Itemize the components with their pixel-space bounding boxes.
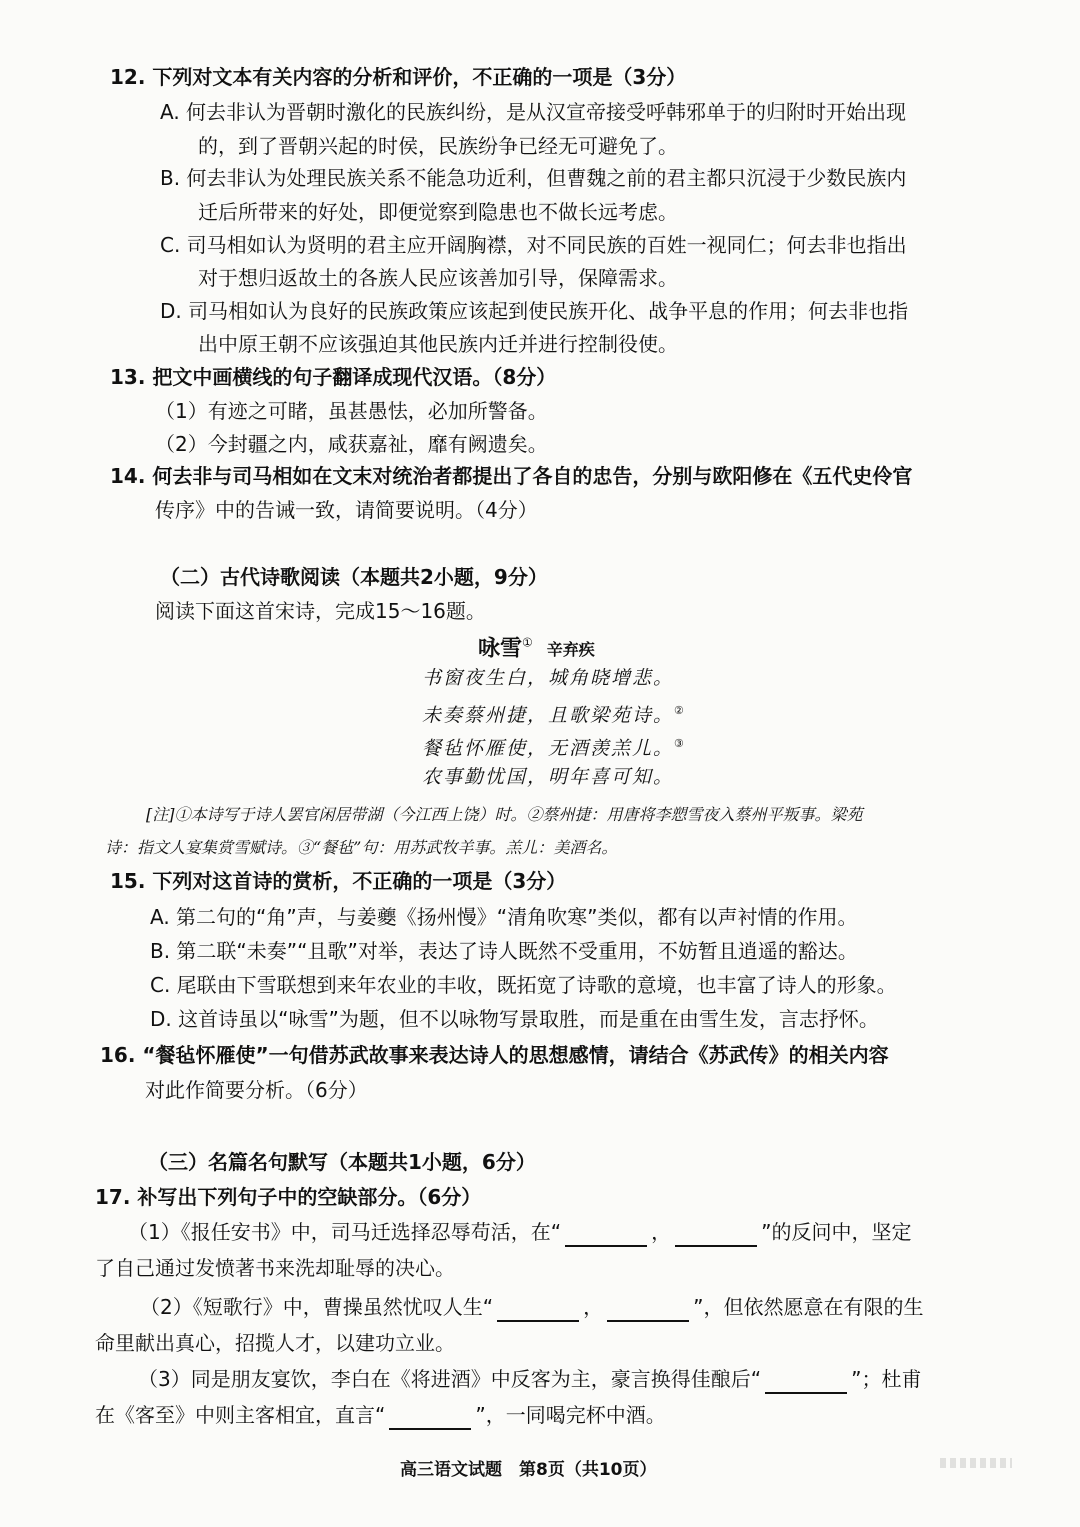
q12-option-b: B. 何去非认为处理民族关系不能急功近利，但曹魏之前的君主都只沉浸于少数民族内 <box>160 166 907 190</box>
q13-stem: 13. 把文中画横线的句子翻译成现代汉语。（8分） <box>110 365 557 389</box>
q12-stem: 12. 下列对文本有关内容的分析和评价，不正确的一项是（3分） <box>110 65 687 89</box>
q17-item-1-cont: 了自己通过发愤著书来洗却耻辱的决心。 <box>95 1256 455 1280</box>
poem-heading <box>478 628 595 665</box>
poem-line-3 <box>422 729 686 763</box>
q13-sentence-1: （1）有迹之可睹，虽甚愚怯，必加所警备。 <box>155 399 548 423</box>
q12-option-a-cont: 的，到了晋朝兴起的时侯，民族纷争已经无可避免了。 <box>198 134 678 158</box>
page-footer: 高三语文试题 第8页（共10页） <box>400 1460 657 1480</box>
q17-item-1: （1）《报任安书》中，司马迁选择忍辱苟活，在“ ， ”的反问中，坚定 <box>128 1217 911 1247</box>
poem-line-3-note-mark: ③ <box>674 737 686 750</box>
answer-blank-1a[interactable] <box>565 1227 647 1247</box>
q12-option-c: C. 司马相如认为贤明的君主应开阔胸襟，对不同民族的百姓一视同仁；何去非也指出 <box>160 233 907 257</box>
poem-line-2-note-mark: ② <box>674 704 686 717</box>
answer-blank-3a[interactable] <box>765 1374 847 1394</box>
answer-blank-2b[interactable] <box>607 1302 689 1322</box>
poem-note-line-2: 诗：指文人宴集赏雪赋诗。③“餐毡”句：用苏武牧羊事。羔儿：美酒名。 <box>105 838 618 857</box>
answer-blank-3b[interactable] <box>389 1410 471 1430</box>
q12-option-a: A. 何去非认为晋朝时激化的民族纠纷，是从汉宣帝接受呼韩邪单于的归附时开始出现 <box>160 100 907 124</box>
q14-stem: 14. 何去非与司马相如在文末对统治者都提出了各自的忠告，分别与欧阳修在《五代史伶官 <box>110 464 913 488</box>
poem-line-2 <box>422 696 686 730</box>
answer-blank-1b[interactable] <box>675 1227 757 1247</box>
q12-option-d: D. 司马相如认为良好的民族政策应该起到使民族开化、战争平息的作用；何去非也指 <box>160 299 909 323</box>
answer-blank-2a[interactable] <box>497 1302 579 1322</box>
q12-option-d-cont: 出中原王朝不应该强迫其他民族内迁并进行控制役使。 <box>198 332 678 356</box>
q15-option-c: C. 尾联由下雪联想到来年农业的丰收，既拓宽了诗歌的意境，也丰富了诗人的形象。 <box>150 973 897 997</box>
poem-line-1: 书窗夜生白，城角晓增悲。 <box>422 667 675 689</box>
section-3-heading: （三）名篇名句默写（本题共1小题，6分） <box>148 1150 536 1174</box>
q12-option-b-cont: 迁后所带来的好处，即便觉察到隐患也不做长远考虑。 <box>198 200 678 224</box>
poem-title: 咏雪 <box>478 636 523 662</box>
q14-stem-cont: 传序》中的告诫一致，请简要说明。（4分） <box>155 498 538 522</box>
section-2-heading: （二）古代诗歌阅读（本题共2小题，9分） <box>160 565 548 589</box>
poem-title-note-mark: ① <box>522 636 533 650</box>
q13-sentence-2: （2）今封疆之内，咸获嘉祉，靡有阙遗矣。 <box>155 432 548 456</box>
poem-author: 辛弃疾 <box>546 640 595 660</box>
q17-stem: 17. 补写出下列句子中的空缺部分。（6分） <box>95 1185 482 1209</box>
q17-item-3: （3）同是朋友宴饮，李白在《将进酒》中反客为主，豪言换得佳酿后“ ”；杜甫 <box>138 1364 921 1394</box>
scan-watermark <box>940 1458 1012 1468</box>
q12-option-c-cont: 对于想归返故土的各族人民应该善加引导，保障需求。 <box>198 266 678 290</box>
poem-line-2-text: 未奏蔡州捷，且歌梁苑诗。 <box>422 704 675 727</box>
q16-stem: 16. “餐毡怀雁使”一句借苏武故事来表达诗人的思想感情，请结合《苏武传》的相关内容 <box>100 1043 889 1067</box>
section-2-intro: 阅读下面这首宋诗，完成15～16题。 <box>155 599 486 623</box>
q17-item-3-cont: 在《客至》中则主客相宜，直言“ ”，一同喝完杯中酒。 <box>95 1400 666 1430</box>
poem-line-4: 农事勤忧国，明年喜可知。 <box>422 766 675 788</box>
q17-item-2: （2）《短歌行》中，曹操虽然忧叹人生“ ， ”，但依然愿意在有限的生 <box>140 1292 923 1322</box>
q15-option-d: D. 这首诗虽以“咏雪”为题，但不以咏物写景取胜，而是重在由雪生发，言志抒怀。 <box>150 1007 879 1031</box>
q15-stem: 15. 下列对这首诗的赏析，不正确的一项是（3分） <box>110 869 567 893</box>
q15-option-a: A. 第二句的“角”声，与姜夔《扬州慢》“清角吹寒”类似，都有以声衬情的作用。 <box>150 905 858 929</box>
q16-stem-cont: 对此作简要分析。（6分） <box>145 1078 368 1102</box>
q17-item-2-cont: 命里献出真心，招揽人才，以建功立业。 <box>95 1331 455 1355</box>
poem-line-3-text: 餐毡怀雁使，无酒羡羔儿。 <box>422 737 675 760</box>
q15-option-b: B. 第二联“未奏”“且歌”对举，表达了诗人既然不受重用，不妨暂且逍遥的豁达。 <box>150 939 858 963</box>
poem-note-line-1: [注]①本诗写于诗人罢官闲居带湖（今江西上饶）时。②蔡州捷：用唐将李愬雪夜入蔡州平叛事。梁苑 <box>146 805 863 824</box>
